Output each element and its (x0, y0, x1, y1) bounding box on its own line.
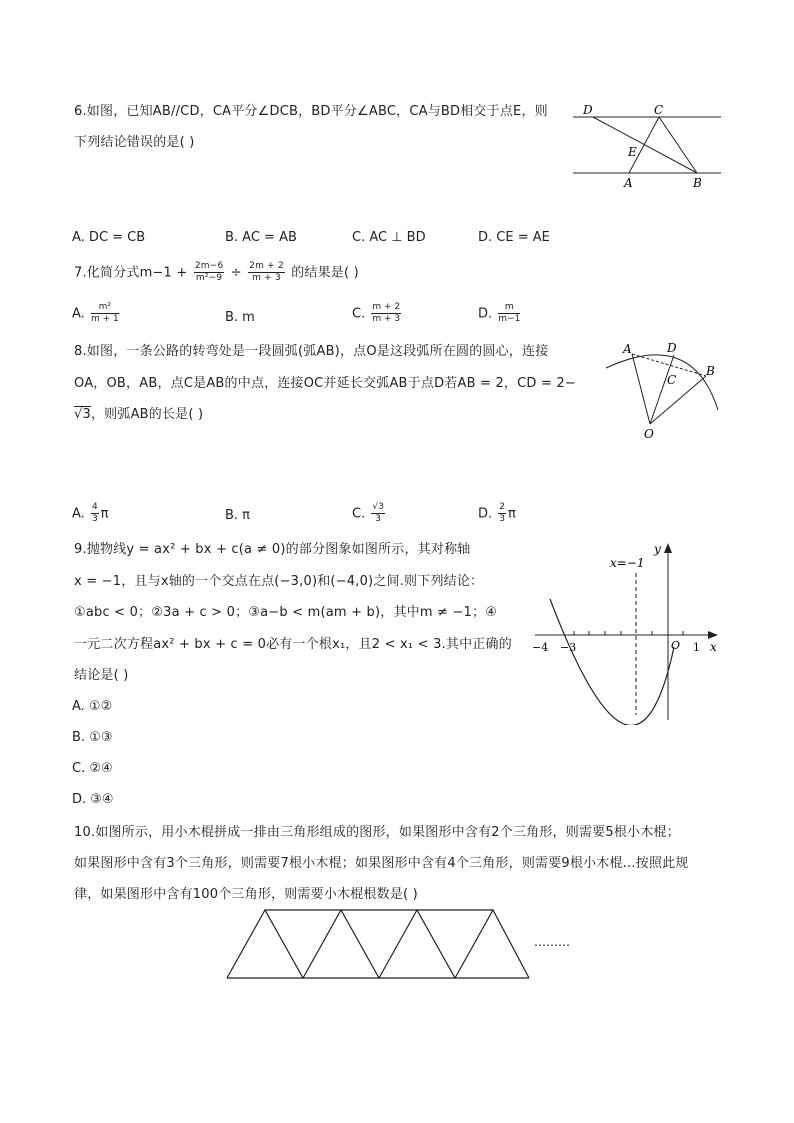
q9-parabola (550, 599, 674, 725)
q8-option-c-label: C. (352, 506, 366, 522)
q6-option-a: A. DC = CB (72, 230, 146, 245)
q8-option-d (478, 503, 516, 525)
q8-stem-line2: OA，OB，AB，点C是AB的中点，连接OC并延长交弧AB于点D若AB = 2，CD = 2− (74, 376, 576, 391)
q9-label-sym: x=−1 (610, 556, 645, 570)
q10-line2: 如果图形中含有3个三角形，则需要7根小木棍；如果图形中含有4个三角形，则需要9根小木棍...按照此规 (74, 856, 689, 871)
q7-option-d-label: D. (478, 306, 493, 322)
q7-option-d (478, 303, 522, 325)
q8-option-c-den: 3 (375, 514, 381, 525)
q6-label-d: D (583, 103, 593, 117)
q10-ellipsis: ……… (534, 935, 570, 949)
q6-seg-dbd (593, 117, 697, 173)
q8-label-d: D (667, 341, 677, 355)
q8-option-a-tail: π (100, 506, 109, 522)
q7-option-d-den: m−1 (498, 314, 521, 325)
q9-figure (530, 535, 730, 725)
q6-label-c: C (654, 103, 664, 117)
q8-label-c: C (667, 373, 677, 387)
q9-x-arrow (708, 631, 718, 639)
q6-figure (565, 95, 725, 195)
q8-stem-line1: 8.如图，一条公路的转弯处是一段圆弧(弧AB)，点O是这段弧所在圆的圆心，连接 (74, 344, 549, 359)
q10-triangle-strip (227, 910, 529, 978)
q7-option-d-frac (498, 303, 520, 325)
q8-option-d-frac (498, 503, 506, 525)
q6-label-b: B (693, 176, 702, 190)
q8-option-b: B. π (225, 508, 251, 523)
q7-fraction-2 (248, 262, 285, 284)
q6-option-b: B. AC = AB (225, 230, 297, 245)
q7-option-a-frac (91, 303, 119, 325)
q8-option-d-num: 2 (498, 503, 506, 514)
q9-option-d: D. ③④ (72, 792, 114, 807)
q8-sqrt3: √3 (74, 407, 91, 422)
q7-option-c-frac (371, 303, 401, 325)
q7-option-c-num: m + 2 (371, 303, 401, 314)
q7-option-a (72, 303, 121, 325)
q9-option-c: C. ②④ (72, 761, 113, 776)
q7-frac1-num: 2m−6 (194, 262, 225, 273)
q8-option-a (72, 503, 109, 525)
q6-stem-line1: 6.如图，已知AB//CD，CA平分∠DCB，BD平分∠ABC，CA与BD相交于点E，则 (74, 104, 548, 119)
q9-label-neg3: −3 (560, 641, 577, 654)
q9-line5: 结论是( ) (74, 668, 129, 683)
q8-option-c-num: √3 (371, 503, 384, 514)
q7-option-d-num: m (498, 303, 520, 314)
q9-line1: 9.抛物线y = ax² + bx + c(a ≠ 0)的部分图象如图所示，其对称轴 (74, 542, 471, 557)
q6-label-e: E (628, 145, 637, 159)
q7-option-a-num: m² (91, 303, 119, 314)
q7-frac2-den: m + 3 (252, 273, 281, 284)
q9-line3: ①abc < 0；②3a + c > 0；③a−b < m(am + b)，其中m ≠ −1；④ (74, 605, 498, 620)
q7-option-c (352, 303, 403, 325)
q9-label-x: x (710, 640, 717, 654)
q8-label-a: A (623, 342, 632, 356)
q7-frac2-num: 2m + 2 (248, 262, 285, 273)
q9-label-o: O (671, 639, 681, 652)
q10-line1: 10.如图所示，用小木棍拼成一排由三角形组成的图形，如果图形中含有2个三角形，则需要5根小木棍； (74, 825, 680, 840)
q9-label-y: y (654, 542, 661, 556)
q6-option-d: D. CE = AE (478, 230, 550, 245)
q9-label-1: 1 (693, 641, 700, 654)
q8-option-d-den: 3 (499, 514, 506, 525)
q8-option-a-den: 3 (91, 514, 98, 525)
q7-stem (74, 262, 359, 284)
q7-frac1-den: m²−9 (195, 273, 223, 284)
q7-prefix: 7.化简分式m−1 + (74, 265, 188, 281)
q8-option-a-frac (91, 503, 99, 525)
q7-option-b: B. m (225, 310, 255, 325)
q8-option-a-label: A. (72, 506, 85, 522)
q9-y-arrow (664, 543, 672, 553)
q9-line4: 一元二次方程ax² + bx + c = 0必有一个根x₁，且2 < x₁ < 3.其中正确的 (74, 637, 512, 652)
q6-stem-line2: 下列结论错误的是( ) (74, 135, 195, 150)
q7-option-c-label: C. (352, 306, 366, 322)
q9-label-neg4: −4 (532, 641, 549, 654)
q8-seg-oa (632, 354, 650, 424)
q8-option-c (352, 503, 387, 525)
q10-figure (222, 906, 582, 984)
q8-stem-line3 (74, 408, 203, 421)
q9-line2: x = −1，且与x轴的一个交点在点(−3,0)和(−4,0)之间.则下列结论： (74, 574, 484, 589)
q6-label-a: A (624, 176, 633, 190)
q7-option-a-den: m + 1 (90, 314, 119, 325)
q7-option-a-label: A. (72, 306, 85, 322)
q8-label-b: B (706, 364, 715, 378)
q6-seg-cb (659, 117, 697, 173)
q8-option-d-label: D. (478, 506, 493, 522)
q8-option-a-num: 4 (91, 503, 99, 514)
q7-fraction-1 (194, 262, 225, 284)
q8-stem-line3-rest: ，则弧AB的长是( ) (90, 407, 204, 422)
q9-option-b: B. ①③ (72, 730, 113, 745)
q8-option-d-tail: π (508, 506, 516, 522)
q10-line3: 律，如果图形中含有100个三角形，则需要小木棍根数是( ) (74, 887, 418, 902)
q7-divide-sign: ÷ (230, 265, 242, 281)
q9-option-a: A. ①② (72, 699, 113, 714)
q8-figure (600, 338, 725, 446)
q8-label-o: O (644, 427, 654, 441)
q7-option-c-den: m + 3 (372, 314, 401, 325)
q6-option-c: C. AC ⊥ BD (352, 230, 426, 245)
q7-suffix: 的结果是( ) (291, 265, 359, 281)
q8-option-c-frac (371, 503, 384, 525)
